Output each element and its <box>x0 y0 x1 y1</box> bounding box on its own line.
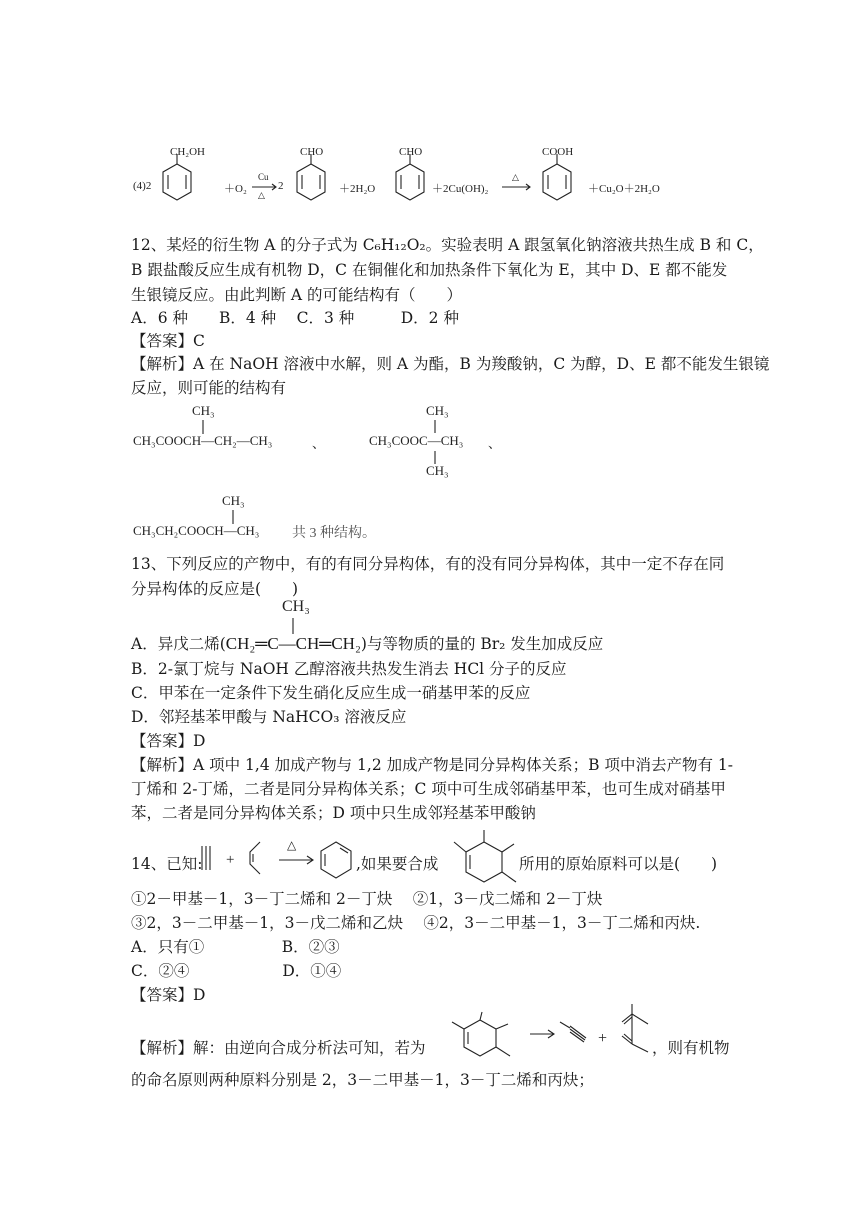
q13-option-a-prefix: A．异戊二烯( <box>131 635 226 653</box>
heat-symbol-2: △ <box>512 172 519 182</box>
q14-analysis-prefix: 【解析】解：由逆向合成分析法可知，若为 <box>131 1039 426 1057</box>
retrosynthesis-arrow <box>530 1030 556 1038</box>
q14-options-ab: A．只有① B．②③ <box>131 938 340 956</box>
q14-analysis-suffix: ，则有机物 <box>652 1039 730 1057</box>
q13-option-b: B．2-氯丁烷与 NaOH 乙醇溶液共热发生消去 HCl 分子的反应 <box>131 660 567 678</box>
reaction-products: ＋Cu₂O＋2H₂O <box>588 183 660 195</box>
alkyne-icon <box>200 846 214 872</box>
isoprene-methyl: CH₃ <box>282 598 310 615</box>
benzene-ring-1 <box>160 160 194 212</box>
q13-option-d: D．邻羟基苯甲酸与 NaHCO₃ 溶液反应 <box>131 708 407 726</box>
isoprene-formula: CH₂═C—CH═CH₂ <box>225 634 361 653</box>
q13-line-1: 13、下列反应的产物中，有的有同分异构体，有的没有同分异构体，其中一定不存在同 <box>131 555 725 573</box>
separator-2: 、 <box>488 436 502 451</box>
q12-options: A．6 种 B．4 种 C．3 种 D．2 种 <box>131 309 459 327</box>
q14-analysis-2: 的命名原则两种原料分别是 2，3－二甲基－1，3－丁二烯和丙炔； <box>131 1071 594 1089</box>
structure-2-methyl-bottom: CH₃ <box>426 463 449 478</box>
reaction-arrow-2 <box>502 184 532 190</box>
benzene-ring-2 <box>294 160 328 212</box>
q13-option-a <box>131 632 603 656</box>
q12-answer: 【答案】C <box>131 332 205 350</box>
retrosynthesis-target-icon <box>438 1010 520 1064</box>
heat-symbol-1: △ <box>258 190 265 200</box>
plus-oxygen: ＋O₂ <box>224 183 247 195</box>
reaction-label: (4)2 <box>133 180 152 192</box>
plus-sign-1: + <box>226 852 235 868</box>
q14-items-1: ①2－甲基－1，3－丁二烯和 2－丁炔 ②1，3－戊二烯和 2－丁炔 <box>131 890 603 908</box>
aldehyde-substituent-1: CHO <box>300 146 324 158</box>
plus-sign-2: + <box>598 1030 608 1047</box>
benzene-ring-3 <box>393 160 427 212</box>
q14-items-2: ③2，3－二甲基－1，3－戊二烯和乙炔 ④2，3－二甲基－1，3－丁二烯和丙炔. <box>131 914 701 932</box>
target-molecule-icon <box>452 828 518 888</box>
q14-prefix: 14、已知: <box>131 855 203 873</box>
q13-analysis-2: 丁烯和 2-丁烯，二者是同分异构体关系；C 项中可生成邻硝基甲苯，也可生成对硝基甲 <box>131 780 726 798</box>
q14-options-cd: C．②④ D．①④ <box>131 962 342 980</box>
q12-line-1: 12、某烃的衍生物 A 的分子式为 C₆H₁₂O₂。实验表明 A 跟氢氧化钠溶液共热生成 B 和 C， <box>131 236 764 254</box>
q12-analysis-2: 反应，则可能的结构有 <box>131 379 287 397</box>
q13-analysis-3: 苯，二者是同分异构体关系；D 项中只生成邻羟基苯甲酸钠 <box>131 804 536 822</box>
q13-analysis-1: 【解析】A 项中 1,4 加成产物与 1,2 加成产物是同分异构体关系；B 项中消去产物有 1- <box>131 756 733 774</box>
plus-copper-hydroxide: ＋2Cu(OH)₂ <box>432 183 489 195</box>
structure-count: 共 3 种结构。 <box>292 526 376 541</box>
catalyst-cu: Cu <box>258 172 269 182</box>
structure-2-methyl-top: CH₃ <box>426 403 449 418</box>
q12-analysis-1: 【解析】A 在 NaOH 溶液中水解，则 A 为酯，B 为羧酸钠，C 为醇，D、E 都不能发生银镜 <box>131 355 770 373</box>
cyclohexadiene-icon <box>318 840 354 880</box>
reaction-arrow-1 <box>252 184 278 190</box>
structure-1-methyl: CH₃ <box>192 403 215 418</box>
diene-icon <box>246 842 270 876</box>
structure-3-bond <box>232 510 234 524</box>
reaction-arrow-3 <box>279 856 315 864</box>
structure-3-methyl: CH₃ <box>222 493 245 508</box>
carboxyl-substituent: COOH <box>542 146 574 158</box>
q13-answer: 【答案】D <box>131 732 206 750</box>
propyne-icon <box>558 1018 588 1044</box>
benzyl-alcohol-substituent: CH₂OH <box>170 146 206 158</box>
separator-1: 、 <box>312 436 326 451</box>
structure-1-chain: CH₃COOCH—CH₂—CH₃ <box>133 433 273 448</box>
coefficient-2: 2 <box>278 180 284 192</box>
q13-line-2: 分异构体的反应是( ) <box>131 580 299 598</box>
q14-mid: ,如果要合成 <box>356 855 439 873</box>
plus-water: ＋2H₂O <box>339 183 376 195</box>
q13-option-c: C．甲苯在一定条件下发生硝化反应生成一硝基甲苯的反应 <box>131 684 531 702</box>
benzene-ring-4 <box>540 160 574 212</box>
aldehyde-substituent-2: CHO <box>399 146 423 158</box>
q13-option-a-suffix: )与等物质的量的 Br₂ 发生加成反应 <box>360 635 604 653</box>
q12-line-2: B 跟盐酸反应生成有机物 D，C 在铜催化和加热条件下氧化为 E，其中 D、E 都不能发 <box>131 261 728 279</box>
q12-line-3: 生银镜反应。由此判断 A 的可能结构有（ ） <box>131 286 463 304</box>
dimethylbutadiene-icon <box>618 1002 654 1060</box>
heat-symbol-3: △ <box>287 838 297 852</box>
structure-3-chain: CH₃CH₂COOCH—CH₃ <box>133 523 260 538</box>
q14-answer: 【答案】D <box>131 986 206 1004</box>
q14-suffix: 所用的原始原料可以是( ) <box>519 855 718 873</box>
structure-1-bond <box>202 420 204 434</box>
structure-2-chain: CH₃COOC—CH₃ <box>369 433 464 448</box>
